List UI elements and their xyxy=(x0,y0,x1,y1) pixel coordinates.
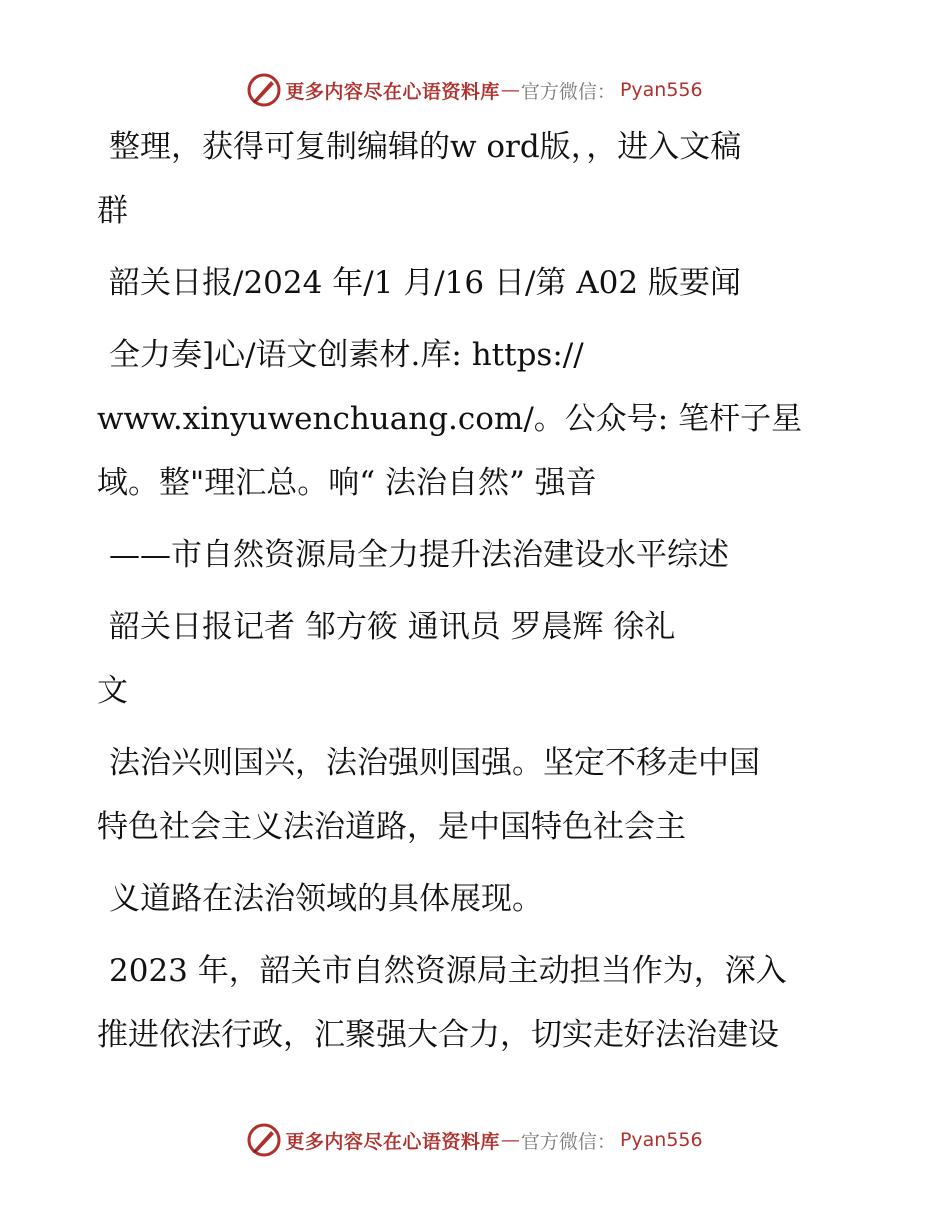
watermark-id: Pyan556 xyxy=(619,1129,703,1151)
watermark-dash: — xyxy=(500,1129,520,1151)
text-line: 整理，获得可复制编辑的w ord版，，进入文稿 xyxy=(109,129,742,165)
subtitle-line: ——市自然资源局全力提升法治建设水平综述 xyxy=(109,537,729,573)
text-line: 韶关日报/2024 年/1 月/16 日/第 A02 版要闻 xyxy=(109,265,741,301)
text-line: 群 xyxy=(97,193,128,229)
text-line: 域。整"理汇总。响“ 法治自然” 强音 xyxy=(97,465,597,501)
text-line: www.xinyuwenchuang.com/。公众号: 笔杆子星 xyxy=(97,401,803,437)
watermark-text: 更多内容尽在心语资料库 xyxy=(285,1130,500,1153)
quill-pen-icon xyxy=(247,1123,281,1157)
text-line: 全力奏]心/语文创素材.库: https:// xyxy=(109,337,584,373)
document-body xyxy=(97,115,857,1067)
byline: 文 xyxy=(97,673,128,709)
watermark-label: 官方微信： xyxy=(520,80,616,103)
watermark-label: 官方微信： xyxy=(520,1130,616,1153)
watermark-dash: — xyxy=(500,79,520,101)
paragraph-line: 法治兴则国兴，法治强则国强。坚定不移走中国 xyxy=(109,745,760,781)
watermark-text: 更多内容尽在心语资料库 xyxy=(285,80,500,103)
paragraph-line: 义道路在法治领域的具体展现。 xyxy=(109,881,543,917)
paragraph-line: 2023 年，韶关市自然资源局主动担当作为，深入 xyxy=(109,953,787,989)
watermark-id: Pyan556 xyxy=(619,79,703,101)
watermark-banner-top xyxy=(0,70,950,110)
byline: 韶关日报记者 邹方筱 通讯员 罗晨辉 徐礼 xyxy=(109,609,676,645)
quill-pen-icon xyxy=(247,73,281,107)
paragraph-line: 推进依法行政，汇聚强大合力，切实走好法治建设 xyxy=(97,1017,779,1053)
paragraph-line: 特色社会主义法治道路，是中国特色社会主 xyxy=(97,809,686,845)
watermark-banner-bottom xyxy=(0,1120,950,1160)
